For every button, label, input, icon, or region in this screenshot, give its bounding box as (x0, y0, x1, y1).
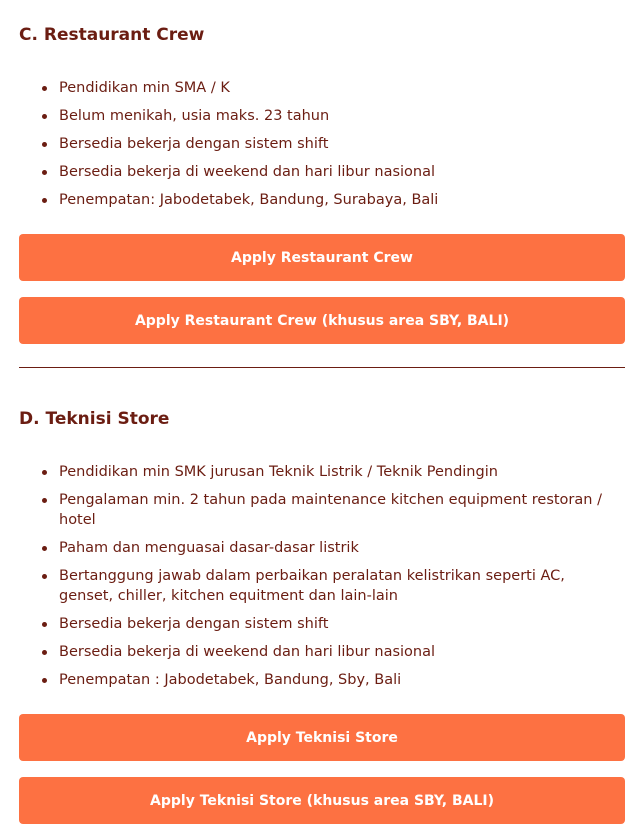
list-item: Bersedia bekerja di weekend dan hari libur nasional (19, 162, 619, 182)
requirements-list-teknisi-store (19, 462, 619, 690)
list-item: Pendidikan min SMA / K (19, 78, 619, 98)
apply-restaurant-crew-sby-bali-button[interactable]: Apply Restaurant Crew (khusus area SBY, BALI) (19, 297, 625, 344)
list-item: Penempatan: Jabodetabek, Bandung, Surabaya, Bali (19, 190, 619, 210)
list-item: Penempatan : Jabodetabek, Bandung, Sby, Bali (19, 670, 619, 690)
list-item: Paham dan menguasai dasar-dasar listrik (19, 538, 619, 558)
section-title-restaurant-crew: C. Restaurant Crew (19, 25, 205, 45)
list-item: Pengalaman min. 2 tahun pada maintenance kitchen equipment restoran / hotel (19, 490, 619, 530)
list-item: Belum menikah, usia maks. 23 tahun (19, 106, 619, 126)
apply-restaurant-crew-button[interactable]: Apply Restaurant Crew (19, 234, 625, 281)
requirements-list-restaurant-crew (19, 78, 619, 210)
list-item: Bersedia bekerja di weekend dan hari libur nasional (19, 642, 619, 662)
section-divider (19, 367, 625, 368)
apply-teknisi-store-button[interactable]: Apply Teknisi Store (19, 714, 625, 761)
list-item: Bertanggung jawab dalam perbaikan peralatan kelistrikan seperti AC, genset, chiller, kitchen equitment dan lain-lain (19, 566, 619, 606)
apply-teknisi-store-sby-bali-button[interactable]: Apply Teknisi Store (khusus area SBY, BALI) (19, 777, 625, 824)
list-item: Pendidikan min SMK jurusan Teknik Listrik / Teknik Pendingin (19, 462, 619, 482)
list-item: Bersedia bekerja dengan sistem shift (19, 614, 619, 634)
list-item: Bersedia bekerja dengan sistem shift (19, 134, 619, 154)
section-title-teknisi-store: D. Teknisi Store (19, 409, 170, 429)
